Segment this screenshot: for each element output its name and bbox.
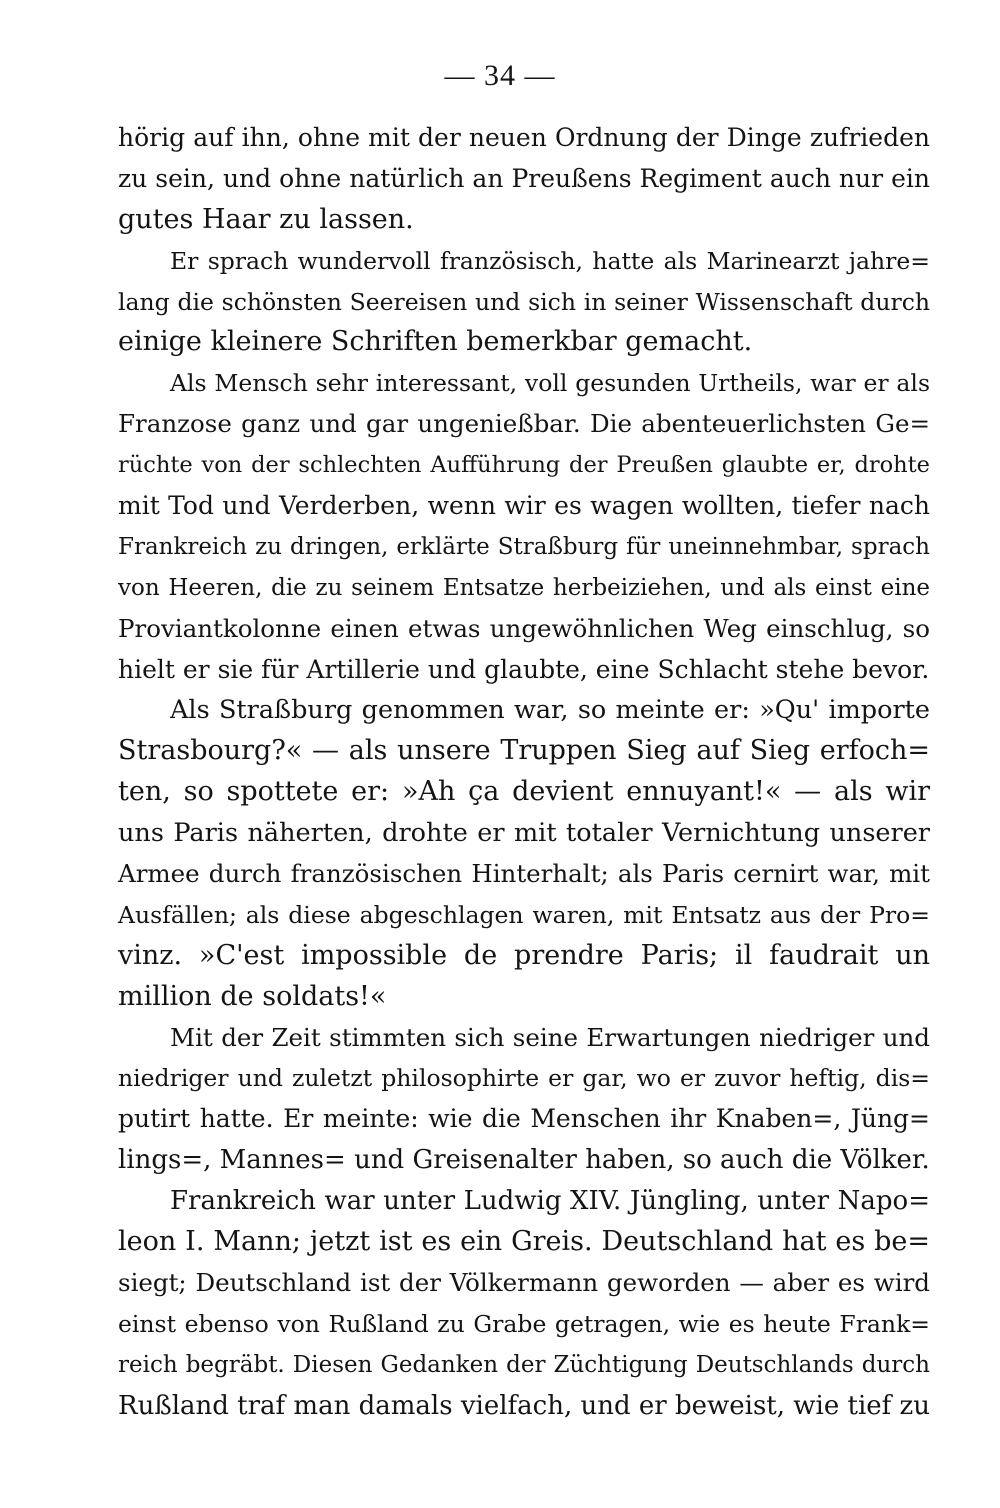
body-text (118, 118, 930, 1427)
text-line: Proviantkolonne einen etwas ungewöhnlichen Weg einschlug, so (118, 613, 930, 643)
text-line: Frankreich zu dringen, erklärte Straßburg für uneinnehmbar, sprach (118, 533, 930, 560)
text-line: Er sprach wundervoll französisch, hatte als Marinearzt jahre= (170, 246, 930, 275)
text-line: putirt hatte. Er meinte: wie die Menschen ihr Knaben=, Jüng= (118, 1104, 930, 1134)
text-line: uns Paris näherten, drohte er mit totaler Vernichtung unserer (118, 818, 930, 849)
text-line: Strasbourg?« — als unsere Truppen Sieg auf Sieg erfoch= (118, 735, 930, 767)
text-line: lang die schönsten Seereisen und sich in seiner Wissenschaft durch (118, 287, 930, 316)
text-line: ten, so spottete er: »Ah ça devient ennuyant!« — als wir (118, 776, 930, 808)
text-line: siegt; Deutschland ist der Völkermann geworden — aber es wird (118, 1267, 930, 1297)
text-line: rüchte von der schlechten Aufführung der Preußen glaubte er, drohte (118, 452, 930, 479)
text-line: Armee durch französischen Hinterhalt; als Paris cernirt war, mit (118, 859, 930, 889)
text-line: zu sein, und ohne natürlich an Preußens Regiment auch nur ein (118, 163, 930, 193)
text-line: Franzose ganz und gar ungenießbar. Die abenteuerlichsten Ge= (118, 409, 930, 439)
text-line: niedriger und zuletzt philosophirte er gar, wo er zuvor heftig, dis= (118, 1064, 930, 1093)
text-line: Ausfällen; als diese abgeschlagen waren, mit Entsatz aus der Pro= (118, 900, 930, 929)
text-line: mit Tod und Verderben, wenn wir es wagen wollten, tiefer nach (118, 491, 930, 521)
text-line: Als Straßburg genommen war, so meinte er: »Qu' importe (170, 695, 930, 726)
text-line: hörig auf ihn, ohne mit der neuen Ordnung der Dinge zufrieden (118, 123, 930, 152)
text-line: Rußland traf man damals vielfach, und er beweist, wie tief zu (118, 1390, 930, 1421)
text-line: leon I. Mann; jetzt ist es ein Greis. Deutschland hat es be= (118, 1226, 930, 1258)
text-line: von Heeren, die zu seinem Entsatze herbeiziehen, und als einst eine (118, 574, 930, 601)
text-line: hielt er sie für Artillerie und glaubte, eine Schlacht stehe bevor. (118, 654, 930, 684)
text-line: reich begräbt. Diesen Gedanken der Züchtigung Deutschlands durch (118, 1351, 930, 1378)
text-line: einige kleinere Schriften bemerkbar gemacht. (118, 326, 753, 358)
text-line: million de soldats!« (118, 980, 387, 1012)
page-number: — 34 — (444, 59, 556, 92)
text-line: gutes Haar zu lassen. (118, 203, 414, 235)
text-line: vinz. »C'est impossible de prendre Paris; il faudrait un (118, 939, 930, 971)
text-line: Mit der Zeit stimmten sich seine Erwartungen niedriger und (170, 1022, 930, 1052)
text-line: Als Mensch sehr interessant, voll gesunden Urtheils, war er als (170, 369, 930, 398)
text-line: Frankreich war unter Ludwig XIV. Jüngling, unter Napo= (170, 1186, 930, 1217)
text-line: einst ebenso von Rußland zu Grabe getragen, wie es heute Frank= (118, 1309, 930, 1338)
text-line: lings=, Mannes= und Greisenalter haben, so auch die Völker. (118, 1145, 930, 1176)
